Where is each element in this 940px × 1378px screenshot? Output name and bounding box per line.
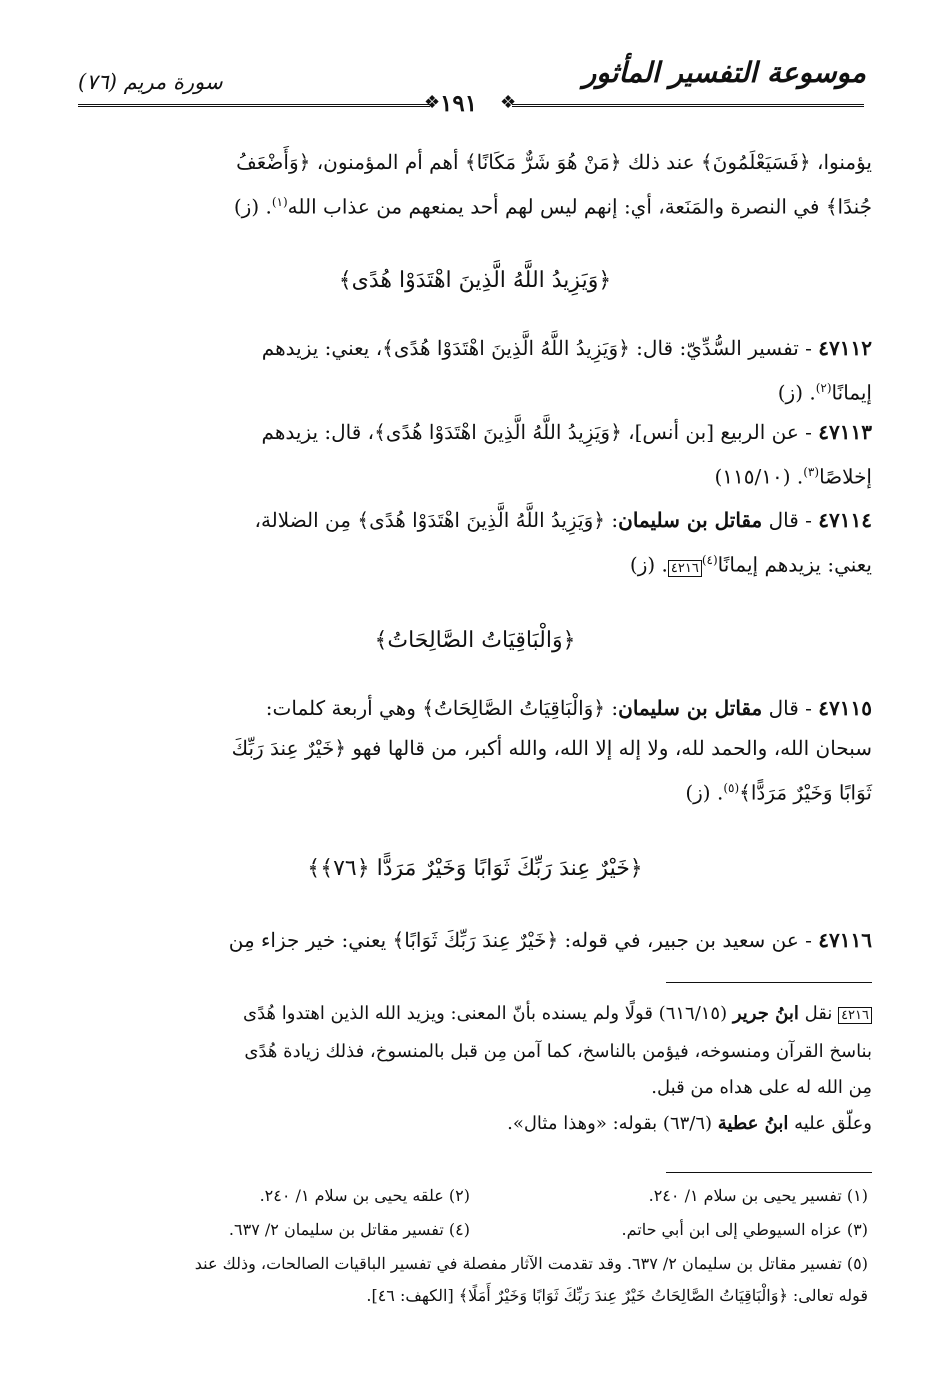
entry-number: ٤٧١١٣ [818,420,872,444]
verse-heading: ﴿وَالْبَاقِيَاتُ الصَّالِحَاتُ﴾ [374,628,576,653]
page-number: ١٩١ [440,90,478,117]
separator-line [666,1172,872,1173]
text-line: إيمانًا$^{(٢)}$. (ز) [777,380,872,405]
ornament-icon: ❖ [500,92,517,113]
entry-47113 [78,412,872,497]
author-name: مقاتل بن سليمان [618,508,763,532]
footnote-ref: (٥) [723,781,740,795]
entry-number: ٤٧١١٦ [818,928,872,952]
commentary-block [78,996,872,1142]
footnote: (٤) تفسير مقاتل بن سليمان ٢/ ٦٣٧. [228,1220,470,1239]
footnote-ref: (٤) [701,553,718,567]
text-line: ٤٢١٦ نقل ابنُ جرير (٦١٦/١٥) قولًا ولم يسنده بأنّ المعنى: ويزيد الله الذين اهتدوا هُدًى [78,996,872,1034]
text-line: وعلّق عليه ابنُ عطية (٦٣/٦) بقوله: «وهذا مثال». [507,1113,872,1134]
text-line: إخلاصًا$^{(٣)}$. (١١٥/١٠) [714,464,872,489]
separator-line [666,982,872,983]
intro-paragraph [78,142,872,227]
entry-47116 [78,920,872,960]
text-line: ٤٧١١٤ - قال مقاتل بن سليمان: ﴿وَيَزِيدُ اللَّهُ الَّذِينَ اهْتَدَوْا هُدًى﴾ مِن الضلالة، [254,508,872,532]
book-title: موسوعة التفسير المأثور [582,56,866,89]
text-line: يعني: يزيدهم إيمانًا$^{(٤)}$٤٢١٦. (ز) [629,552,872,577]
text-line: ٤٧١١٢ - تفسير السُّدِّيّ: قال: ﴿وَيَزِيدُ اللَّهُ الَّذِينَ اهْتَدَوْا هُدًى﴾، يعني: يزيدهم [261,336,872,360]
footnote: قوله تعالى: ﴿وَالْبَاقِيَاتُ الصَّالِحَاتُ خَيْرٌ عِندَ رَبِّكَ ثَوَابًا وَخَيْرٌ أَمَلًا﴾ [الكهف: ٤٦]. [366,1286,868,1305]
verse-heading: ﴿وَيَزِيدُ اللَّهُ الَّذِينَ اهْتَدَوْا هُدًى﴾ [338,268,612,293]
entry-number: ٤٧١١٤ [818,508,872,532]
footnote: (٥) تفسير مقاتل بن سليمان ٢/ ٦٣٧. وقد تقدمت الآثار مفصلة في تفسير الباقيات الصالحات، وذلك عند [194,1254,868,1273]
footnote: (٣) عزاه السيوطي إلى ابن أبي حاتم. [621,1220,868,1239]
author-name: ابنُ جرير [732,1003,799,1024]
footnote-ref: (٢) [815,381,832,395]
text-line: جُندًا﴾ في النصرة والمَنَعة، أي: إنهم ليس لهم أحد يمنعهم من عذاب الله$^{(١)}$. (ز) [233,194,872,219]
entry-47112 [78,328,872,413]
text-line: ٤٧١١٥ - قال مقاتل بن سليمان: ﴿وَالْبَاقِيَاتُ الصَّالِحَاتُ﴾ وهي أربعة كلمات: [265,696,872,720]
text-line: ٤٧١١٦ - عن سعيد بن جبير، في قوله: ﴿خَيْرٌ عِندَ رَبِّكَ ثَوَابًا﴾ يعني: خير جزاء مِن [228,928,872,952]
footnote-ref: (٣) [803,465,820,479]
entry-47115 [78,688,872,813]
header-rule-left [78,104,430,107]
text-line: بناسخ القرآن ومنسوخه، فيؤمن بالناسخ، كما آمن مِن قبل بالمنسوخ، فذلك زيادة هُدًى [244,1041,872,1062]
author-name: ابنُ عطية [717,1113,789,1134]
comment-ref-box: ٤٢١٦ [668,560,702,577]
text-line: مِن الله له على هداه من قبل. [651,1077,872,1098]
entry-47114 [78,500,872,589]
text-line: ٤٧١١٣ - عن الربيع [بن أنس]، ﴿وَيَزِيدُ اللَّهُ الَّذِينَ اهْتَدَوْا هُدًى﴾، قال: يزيدهم [261,420,872,444]
author-name: مقاتل بن سليمان [618,696,763,720]
ornament-icon: ❖ [424,92,441,113]
text-line: سبحان الله، والحمد لله، ولا إله إلا الله، والله أكبر، من قالها فهو ﴿خَيْرٌ عِندَ رَبِّكَ [231,736,872,760]
comment-ref-box: ٤٢١٦ [838,1007,872,1024]
footnote: (٢) علقه يحيى بن سلام ١/ ٢٤٠. [259,1186,470,1205]
entry-number: ٤٧١١٥ [818,696,872,720]
entry-number: ٤٧١١٢ [818,336,872,360]
header-rule-right [512,104,864,107]
surah-label: سورة مريم (٧٦) [78,70,223,94]
text-line: يؤمنوا، ﴿فَسَيَعْلَمُونَ﴾ عند ذلك ﴿مَنْ هُوَ شَرٌّ مَكَانًا﴾ أهم أم المؤمنون، ﴿وَأَضْعَفُ [236,150,872,174]
text-line: ثَوَابًا وَخَيْرٌ مَرَدًّا﴾$^{(٥)}$. (ز) [685,780,872,805]
verse-heading: ﴿خَيْرٌ عِندَ رَبِّكَ ثَوَابًا وَخَيْرٌ مَرَدًّا ﴿٧٦﴾﴾ [307,856,643,881]
footnote: (١) تفسير يحيى بن سلام ١/ ٢٤٠. [648,1186,868,1205]
footnote-ref: (١) [271,195,288,209]
